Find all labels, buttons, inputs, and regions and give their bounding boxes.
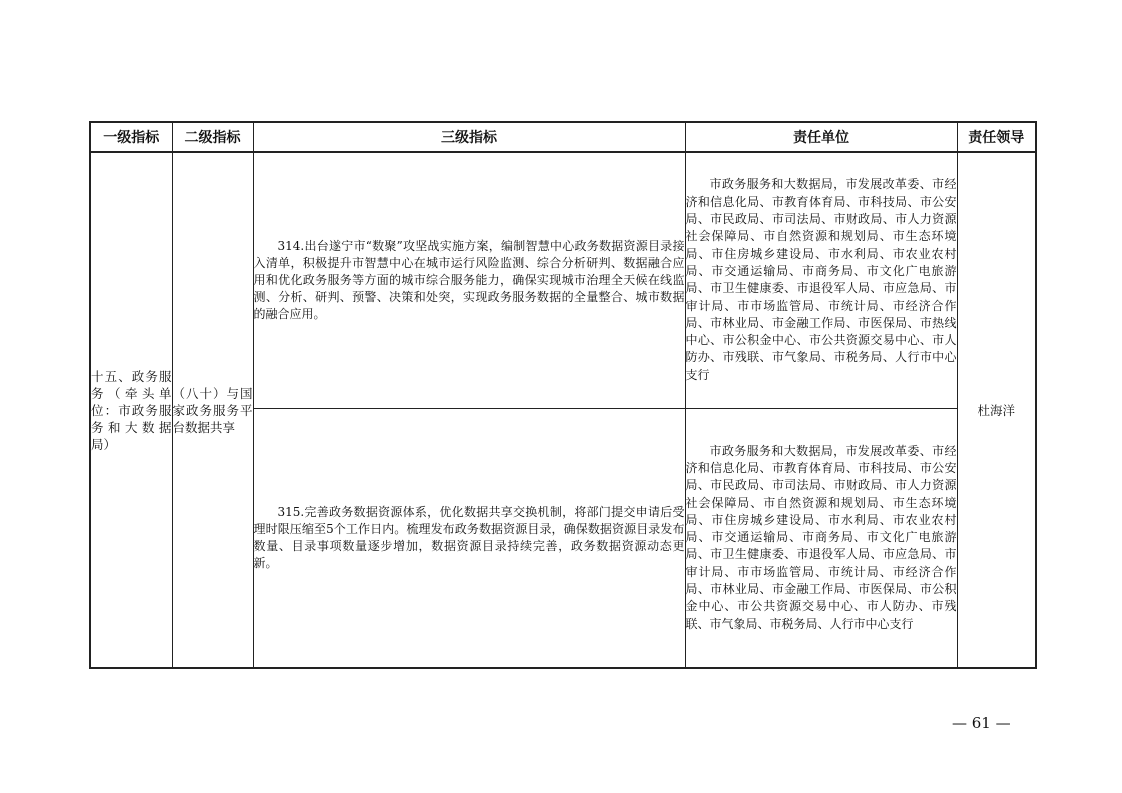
indicator-table — [89, 121, 1037, 669]
header-level3: 三级指标 — [253, 122, 685, 152]
level3-indicator-cell — [253, 408, 685, 668]
header-level1: 一级指标 — [90, 122, 172, 152]
page-number: — 61 — — [952, 714, 1011, 732]
header-responsible-unit: 责任单位 — [685, 122, 957, 152]
unit-text: 市政务服务和大数据局，市发展改革委、市经济和信息化局、市教育体育局、市科技局、市公安局、市民政局、市司法局、市财政局、市人力资源社会保障局、市自然资源和规划局、市生态环境局、市住房城乡建设局、市水利局、市农业农村局、市交通运输局、市商务局、市文化广电旅游局、市卫生健康委、市退役军人局、市应急局、市审计局、市市场监管局、市统计局、市经济合作局、市林业局、市金融工作局、市医保局、市公积金中心、市公共资源交易中心、市人防办、市残联、市气象局、市税务局、人行市中心支行 — [685, 443, 957, 631]
unit-text: 市政务服务和大数据局，市发展改革委、市经济和信息化局、市教育体育局、市科技局、市公安局、市民政局、市司法局、市财政局、市人力资源社会保障局、市自然资源和规划局、市生态环境局、市住房城乡建设局、市水利局、市农业农村局、市交通运输局、市商务局、市文化广电旅游局、市卫生健康委、市退役军人局、市应急局、市审计局、市市场监管局、市统计局、市经济合作局、市林业局、市金融工作局、市医保局、市热线中心、市公积金中心、市公共资源交易中心、市人防办、市残联、市气象局、市税务局、人行市中心支行 — [685, 177, 957, 382]
header-level2: 二级指标 — [172, 122, 253, 152]
task-text: 315.完善政务数据资源体系，优化数据共享交换机制，将部门提交申请后受理时限压缩至5个工作日内。梳理发布政务数据资源目录，确保数据资源目录发布数量、目录事项数量逐步增加，数据资源目录持续完善，政务数据资源动态更新。 — [253, 504, 685, 570]
header-responsible-leader: 责任领导 — [957, 122, 1036, 152]
responsible-unit-cell — [685, 408, 957, 668]
level2-indicator-cell: （八十）与国家政务服务平台数据共享 — [172, 152, 253, 668]
level1-indicator-cell: 十五、政务服务（牵头单位：市政务服务和大数据局） — [90, 152, 172, 668]
level3-indicator-cell — [253, 152, 685, 408]
header-row — [90, 122, 1036, 152]
responsible-leader-cell: 杜海洋 — [957, 152, 1036, 668]
task-text: 314.出台遂宁市“数聚”攻坚战实施方案，编制智慧中心政务数据资源目录接入清单，积极提升市智慧中心在城市运行风险监测、综合分析研判、数据融合应用和优化政务服务等方面的城市综合服务能力，确保实现城市治理全天候在线监测、分析、研判、预警、决策和处突，实现政务服务数据的全量整合、城市数据的融合应用。 — [253, 238, 685, 321]
table-row — [90, 152, 1036, 408]
indicator-table-sheet — [89, 121, 1035, 669]
responsible-unit-cell — [685, 152, 957, 408]
